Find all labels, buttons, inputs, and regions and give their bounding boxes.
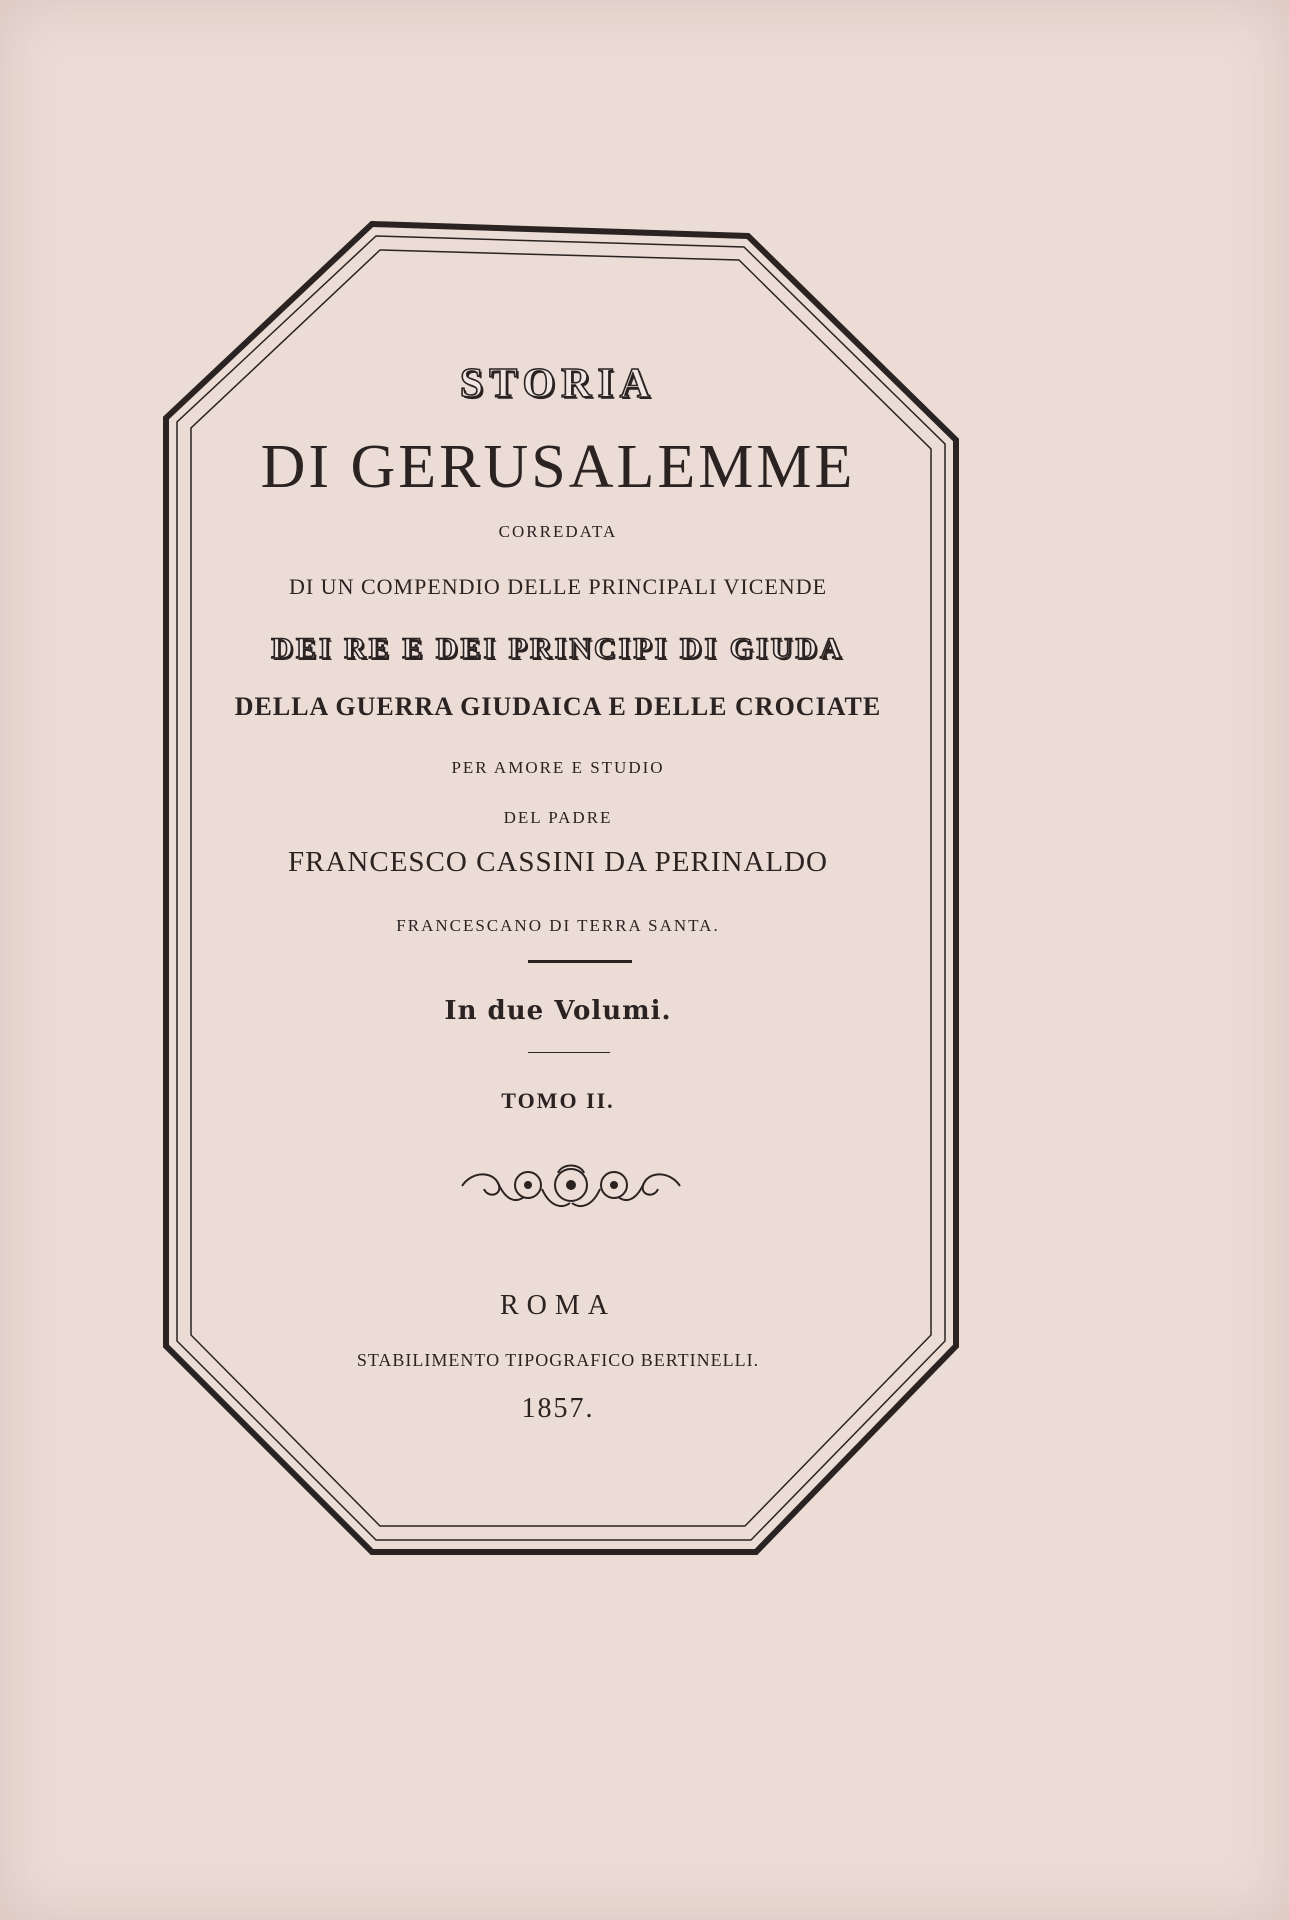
- rule-lower: [528, 1052, 610, 1053]
- subtitle-guerra: DELLA GUERRA GIUDAICA E DELLE CROCIATE: [234, 692, 882, 721]
- author-name: FRANCESCO CASSINI DA PERINALDO: [288, 846, 828, 878]
- title-gerusalemme: DI GERUSALEMME: [260, 433, 856, 501]
- rule-upper: [528, 960, 632, 963]
- volumes-note: In due Volumi.: [444, 996, 672, 1026]
- author-role: FRANCESCANO DI TERRA SANTA.: [396, 916, 720, 935]
- scroll-ornament-icon: [458, 1155, 684, 1217]
- printer-name: STABILIMENTO TIPOGRAFICO BERTINELLI.: [356, 1350, 760, 1370]
- del-padre-line: DEL PADRE: [503, 808, 613, 827]
- publication-city: ROMA: [499, 1290, 616, 1321]
- subtitle-re-principi: DEI RE E DEI PRINCIPI DI GIUDA: [271, 632, 845, 665]
- title-storia: STORIA: [459, 361, 657, 407]
- per-amore-line: PER AMORE E STUDIO: [451, 758, 665, 777]
- tomo-label: TOMO II.: [501, 1088, 615, 1113]
- publication-year: 1857.: [521, 1393, 595, 1424]
- subtitle-corredata: CORREDATA: [498, 522, 618, 541]
- subtitle-compendio: DI UN COMPENDIO DELLE PRINCIPALI VICENDE: [288, 574, 828, 599]
